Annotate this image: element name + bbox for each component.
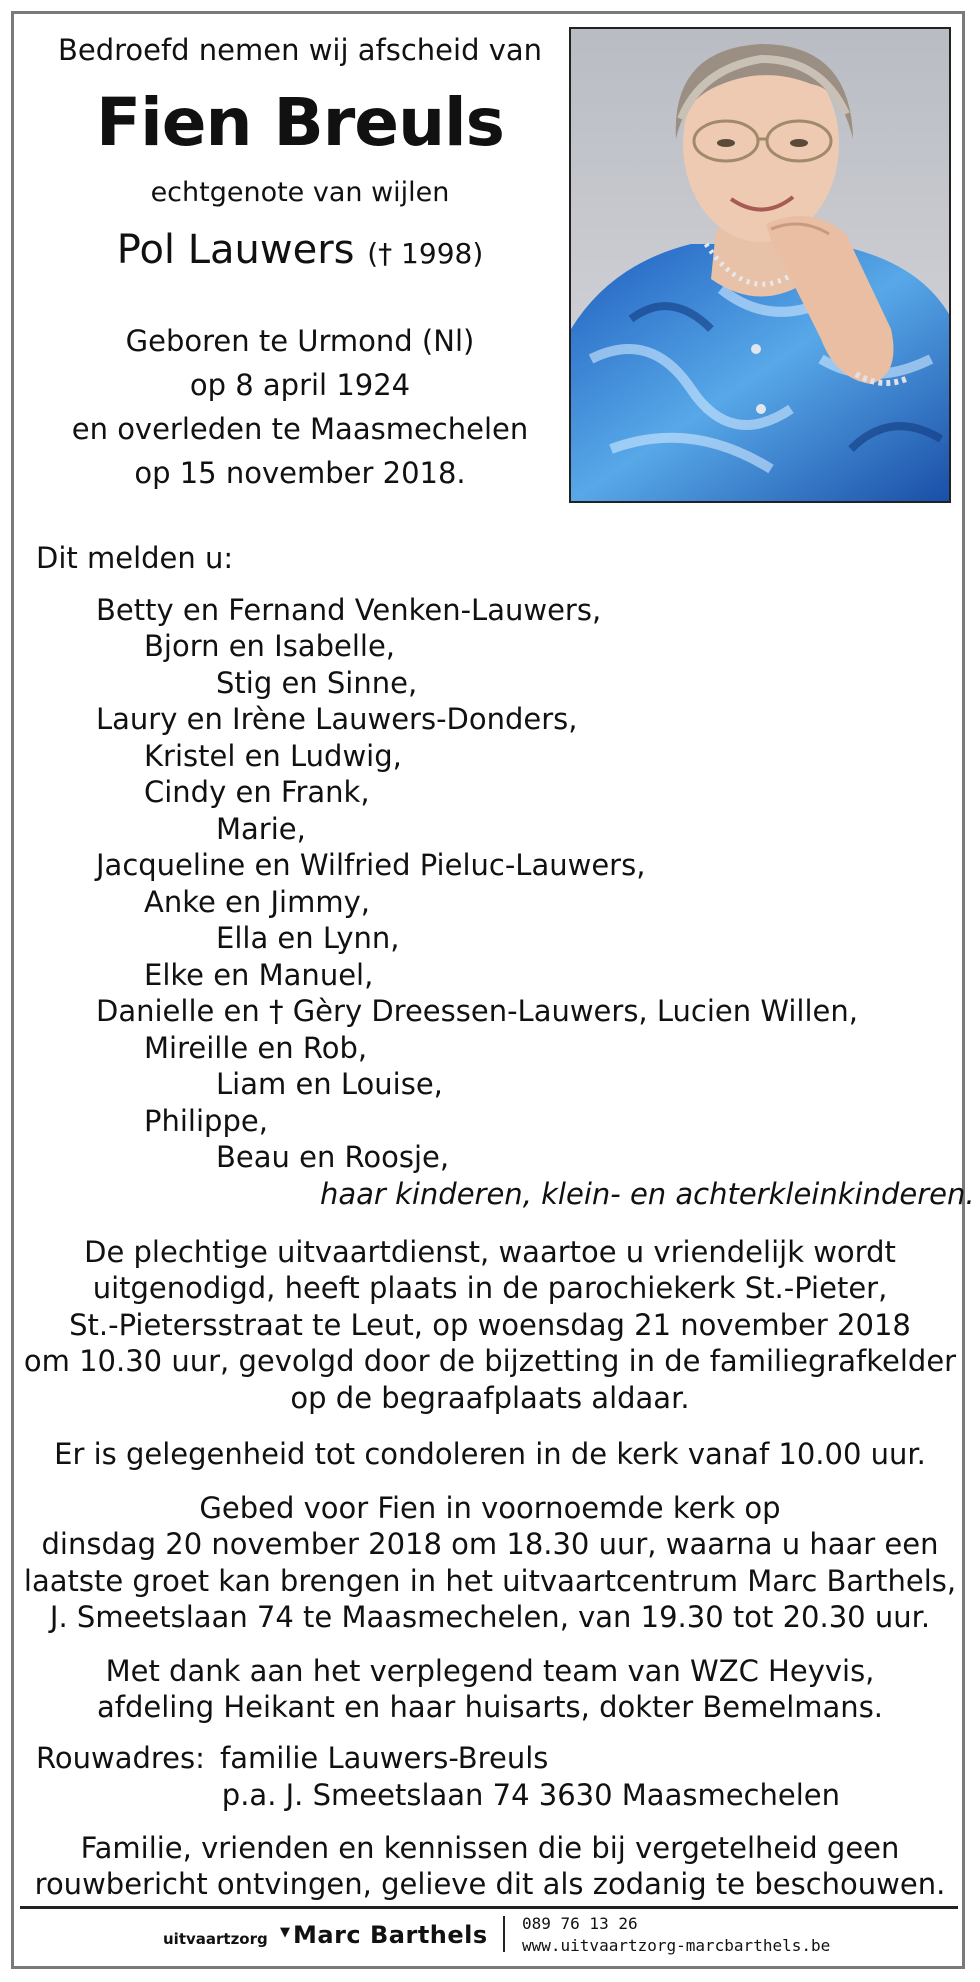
service-line: De plechtige uitvaartdienst, waartoe u vriendelijk wordt xyxy=(84,1235,896,1269)
prayer-line: Gebed voor Fien in voornoemde kerk op xyxy=(199,1491,781,1525)
address-street: p.a. J. Smeetslaan 74 3630 Maasmechelen xyxy=(221,1778,840,1812)
footer-separator xyxy=(503,1916,505,1952)
family-line: Anke en Jimmy, xyxy=(144,885,370,919)
thanks-line: Met dank aan het verplegend team van WZC Heyvis, xyxy=(105,1654,875,1688)
notice-line: rouwbericht ontvingen, gelieve dit als zodanig te beschouwen. xyxy=(34,1867,946,1901)
portrait-photo xyxy=(569,27,951,503)
portrait-illustration xyxy=(571,29,949,501)
address-family: familie Lauwers-Breuls xyxy=(220,1741,549,1775)
family-line: Jacqueline en Wilfried Pieluc-Lauwers, xyxy=(96,848,646,882)
prayer-line: J. Smeetslaan 74 te Maasmechelen, van 19.30 tot 20.30 uur. xyxy=(49,1600,931,1634)
family-line: Philippe, xyxy=(144,1104,268,1138)
footer-website: www.uitvaartzorg-marcbarthels.be xyxy=(522,1936,831,1955)
address-label: Rouwadres: xyxy=(36,1741,205,1775)
family-line: Mireille en Rob, xyxy=(144,1031,368,1065)
service-line: uitgenodigd, heeft plaats in de parochiekerk St.-Pieter, xyxy=(92,1271,888,1305)
death-place: en overleden te Maasmechelen xyxy=(71,412,529,446)
family-line: Cindy en Frank, xyxy=(144,775,370,809)
service-line: op de begraafplaats aldaar. xyxy=(290,1381,690,1415)
family-line: Kristel en Ludwig, xyxy=(144,739,402,773)
birth-date: op 8 april 1924 xyxy=(189,368,411,402)
family-line: Betty en Fernand Venken-Lauwers, xyxy=(96,593,602,627)
family-line: Liam en Louise, xyxy=(216,1067,443,1101)
footer-phone: 089 76 13 26 xyxy=(522,1914,638,1933)
family-line: Ella en Lynn, xyxy=(216,921,400,955)
brand-prefix: uitvaartzorg xyxy=(163,1930,268,1948)
brand-triangle-icon: ▼ xyxy=(280,1925,290,1940)
death-date: op 15 november 2018. xyxy=(134,456,466,490)
condolence-line: Er is gelegenheid tot condoleren in de kerk vanaf 10.00 uur. xyxy=(54,1437,926,1471)
birth-place: Geboren te Urmond (Nl) xyxy=(125,324,475,358)
spouse-prefix: echtgenote van wijlen xyxy=(150,177,450,208)
notice-line: Familie, vrienden en kennissen die bij vergetelheid geen xyxy=(80,1831,900,1865)
family-line: Marie, xyxy=(216,812,306,846)
family-closing: haar kinderen, klein- en achterkleinkinderen. xyxy=(320,1177,975,1211)
family-line: Elke en Manuel, xyxy=(144,958,374,992)
thanks-line: afdeling Heikant en haar huisarts, dokter Bemelmans. xyxy=(96,1690,884,1724)
service-line: om 10.30 uur, gevolgd door de bijzetting in de familiegrafkelder xyxy=(23,1344,957,1378)
intro-text: Bedroefd nemen wij afscheid van xyxy=(57,33,543,67)
spouse-death-year: († 1998) xyxy=(367,237,484,270)
brand-name: Marc Barthels xyxy=(293,1921,488,1949)
deceased-name: Fien Breuls xyxy=(96,84,504,161)
prayer-line: laatste groet kan brengen in het uitvaartcentrum Marc Barthels, xyxy=(23,1564,957,1598)
spouse-line xyxy=(20,225,580,279)
family-intro: Dit melden u: xyxy=(36,541,234,575)
spouse-name: Pol Lauwers xyxy=(116,227,355,273)
family-line: Beau en Roosje, xyxy=(216,1140,450,1174)
prayer-line: dinsdag 20 november 2018 om 18.30 uur, waarna u haar een xyxy=(41,1527,939,1561)
family-line: Danielle en † Gèry Dreessen-Lauwers, Lucien Willen, xyxy=(96,994,858,1028)
service-line: St.-Pietersstraat te Leut, op woensdag 21 november 2018 xyxy=(69,1308,911,1342)
footer-divider xyxy=(20,1906,958,1909)
family-line: Bjorn en Isabelle, xyxy=(144,629,396,663)
family-line: Stig en Sinne, xyxy=(216,666,418,700)
family-line: Laury en Irène Lauwers-Donders, xyxy=(96,702,578,736)
